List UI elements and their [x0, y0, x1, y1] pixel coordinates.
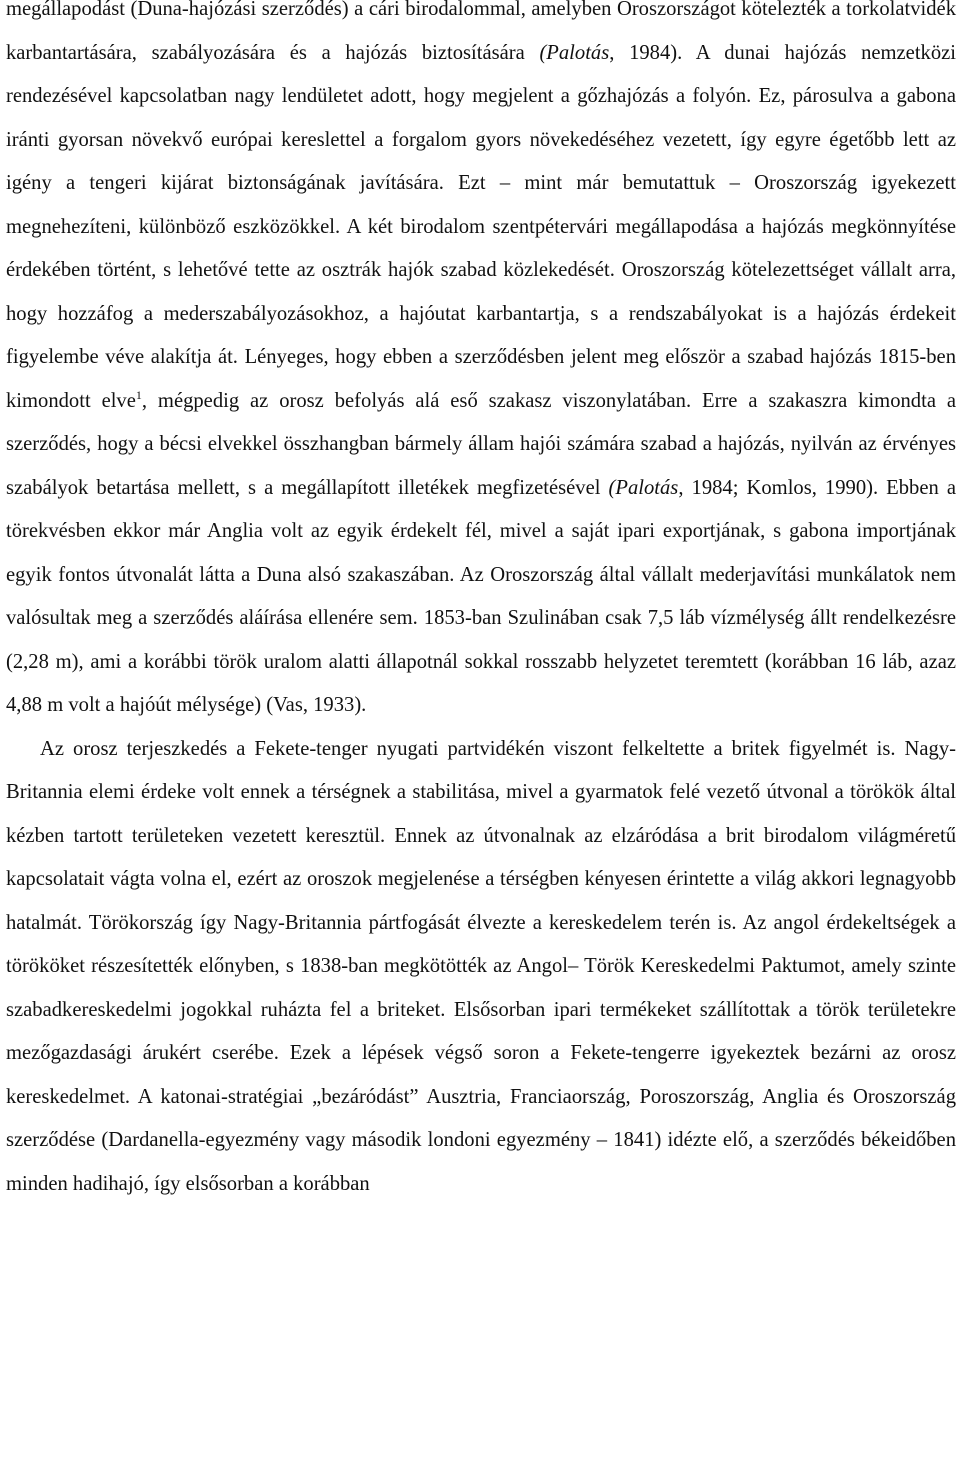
- paragraph-1-text: , 1984). A dunai hajózás nemzetközi rendezésével kapcsolatban nagy lendületet adott, hogy megjelent a gőzhajózás a folyón. Ez, párosulva a gabona iránti gyorsan növekvő európai kereslettel a forgalom gyors növekedéséhez vezetett, így egyre égetőbb lett az igény a tengeri kijárat biztonságának javítására. Ezt – mint már bemutattuk – Oroszország igyekezett megnehezíteni, különböző eszközökkel. A két birodalom szentpétervári megállapodása a hajózás megkönnyítése érdekében történt, s lehetővé tette az osztrák hajók szabad közlekedését. Oroszország kötelezettséget vállalt arra, hogy hozzáfog a mederszabályozásokhoz, a hajóutat karbantartja, s a rendszabályokat is a hajózás érdekeit figyelembe véve alakítja át. Lényeges, hogy ebben a szerződésben jelent meg először a szabad hajózás 1815-ben kimondott elve: [6, 41, 957, 412]
- paragraph-1-text: , 1984; Komlos, 1990). Ebben a törekvésben ekkor már Anglia volt az egyik érdekelt fél, mivel a saját ipari exportjának, s gabona importjának egyik fontos útvonalát látta a Duna alsó szakaszában. Az Oroszország által vállalt mederjavítási munkálatok nem valósultak meg a szerződés aláírása ellenére sem. 1853-ban Szulinában csak 7,5 láb vízmélység állt rendelkezésre (2,28 m), ami a korábbi török uralom alatti állapotnál sokkal rosszabb helyzetet teremtett (korábban 16 láb, azaz 4,88 m volt a hajóút mélysége) (Vas, 1933).: [6, 476, 956, 716]
- paragraph-1-text: megállapodást (Duna-hajózási szerződés) a cári birodalommal, amelyben Oroszországot kötelezték a torkolatvidék karbantartására, szabályozására és a hajózás biztosítására: [6, 0, 956, 64]
- citation-author-palotas: (Palotás: [608, 476, 679, 499]
- paragraph-1-text: , mégpedig az orosz befolyás alá eső szakasz viszonylatában. Erre a szakaszra kimondta a szerződés, hogy a bécsi elvekkel összhangban bármely állam hajói számára szabad a hajózás, nyilván az érvényes szabályok betartása mellett, s a megállapított illetékek megfizetésével: [6, 389, 956, 499]
- footnote-marker[interactable]: 1: [135, 387, 142, 402]
- paragraph-2: [6, 728, 956, 1207]
- document-page: [6, 0, 956, 1206]
- citation-author-palotas: (Palotás: [539, 41, 610, 64]
- paragraph-1: [6, 0, 956, 728]
- paragraph-2-text: Az orosz terjeszkedés a Fekete-tenger nyugati partvidékén viszont felkeltette a britek figyelmét is. Nagy-Britannia elemi érdeke volt ennek a térségnek a stabilitása, mivel a gyarmatok felé vezető útvonal a törökök által kézben tartott területeken vezetett keresztül. Ennek az útvonalnak az elzáródása a brit birodalom világméretű kapcsolatait vágta volna el, ezért az oroszok megjelenése a térségben kényesen érintette a világ akkori legnagyobb hatalmát. Törökország így Nagy-Britannia pártfogását élvezte a kereskedelem terén is. Az angol érdekeltségek a törököket részesítették előnyben, s 1838-ban megkötötték az Angol– Török Kereskedelmi Paktumot, amely szinte szabadkereskedelmi jogokkal ruházta fel a briteket. Elsősorban ipari termékeket szállítottak a török területekre mezőgazdasági árukért cserébe. Ezek a lépések végső soron a Fekete-tengerre igyekeztek bezárni az orosz kereskedelmet. A katonai-stratégiai „bezáródást” Ausztria, Franciaország, Poroszország, Anglia és Oroszország szerződése (Dardanella-egyezmény vagy második londoni egyezmény – 1841) idézte elő, a szerződés békeidőben minden hadihajó, így elsősorban a korábban: [6, 737, 956, 1195]
